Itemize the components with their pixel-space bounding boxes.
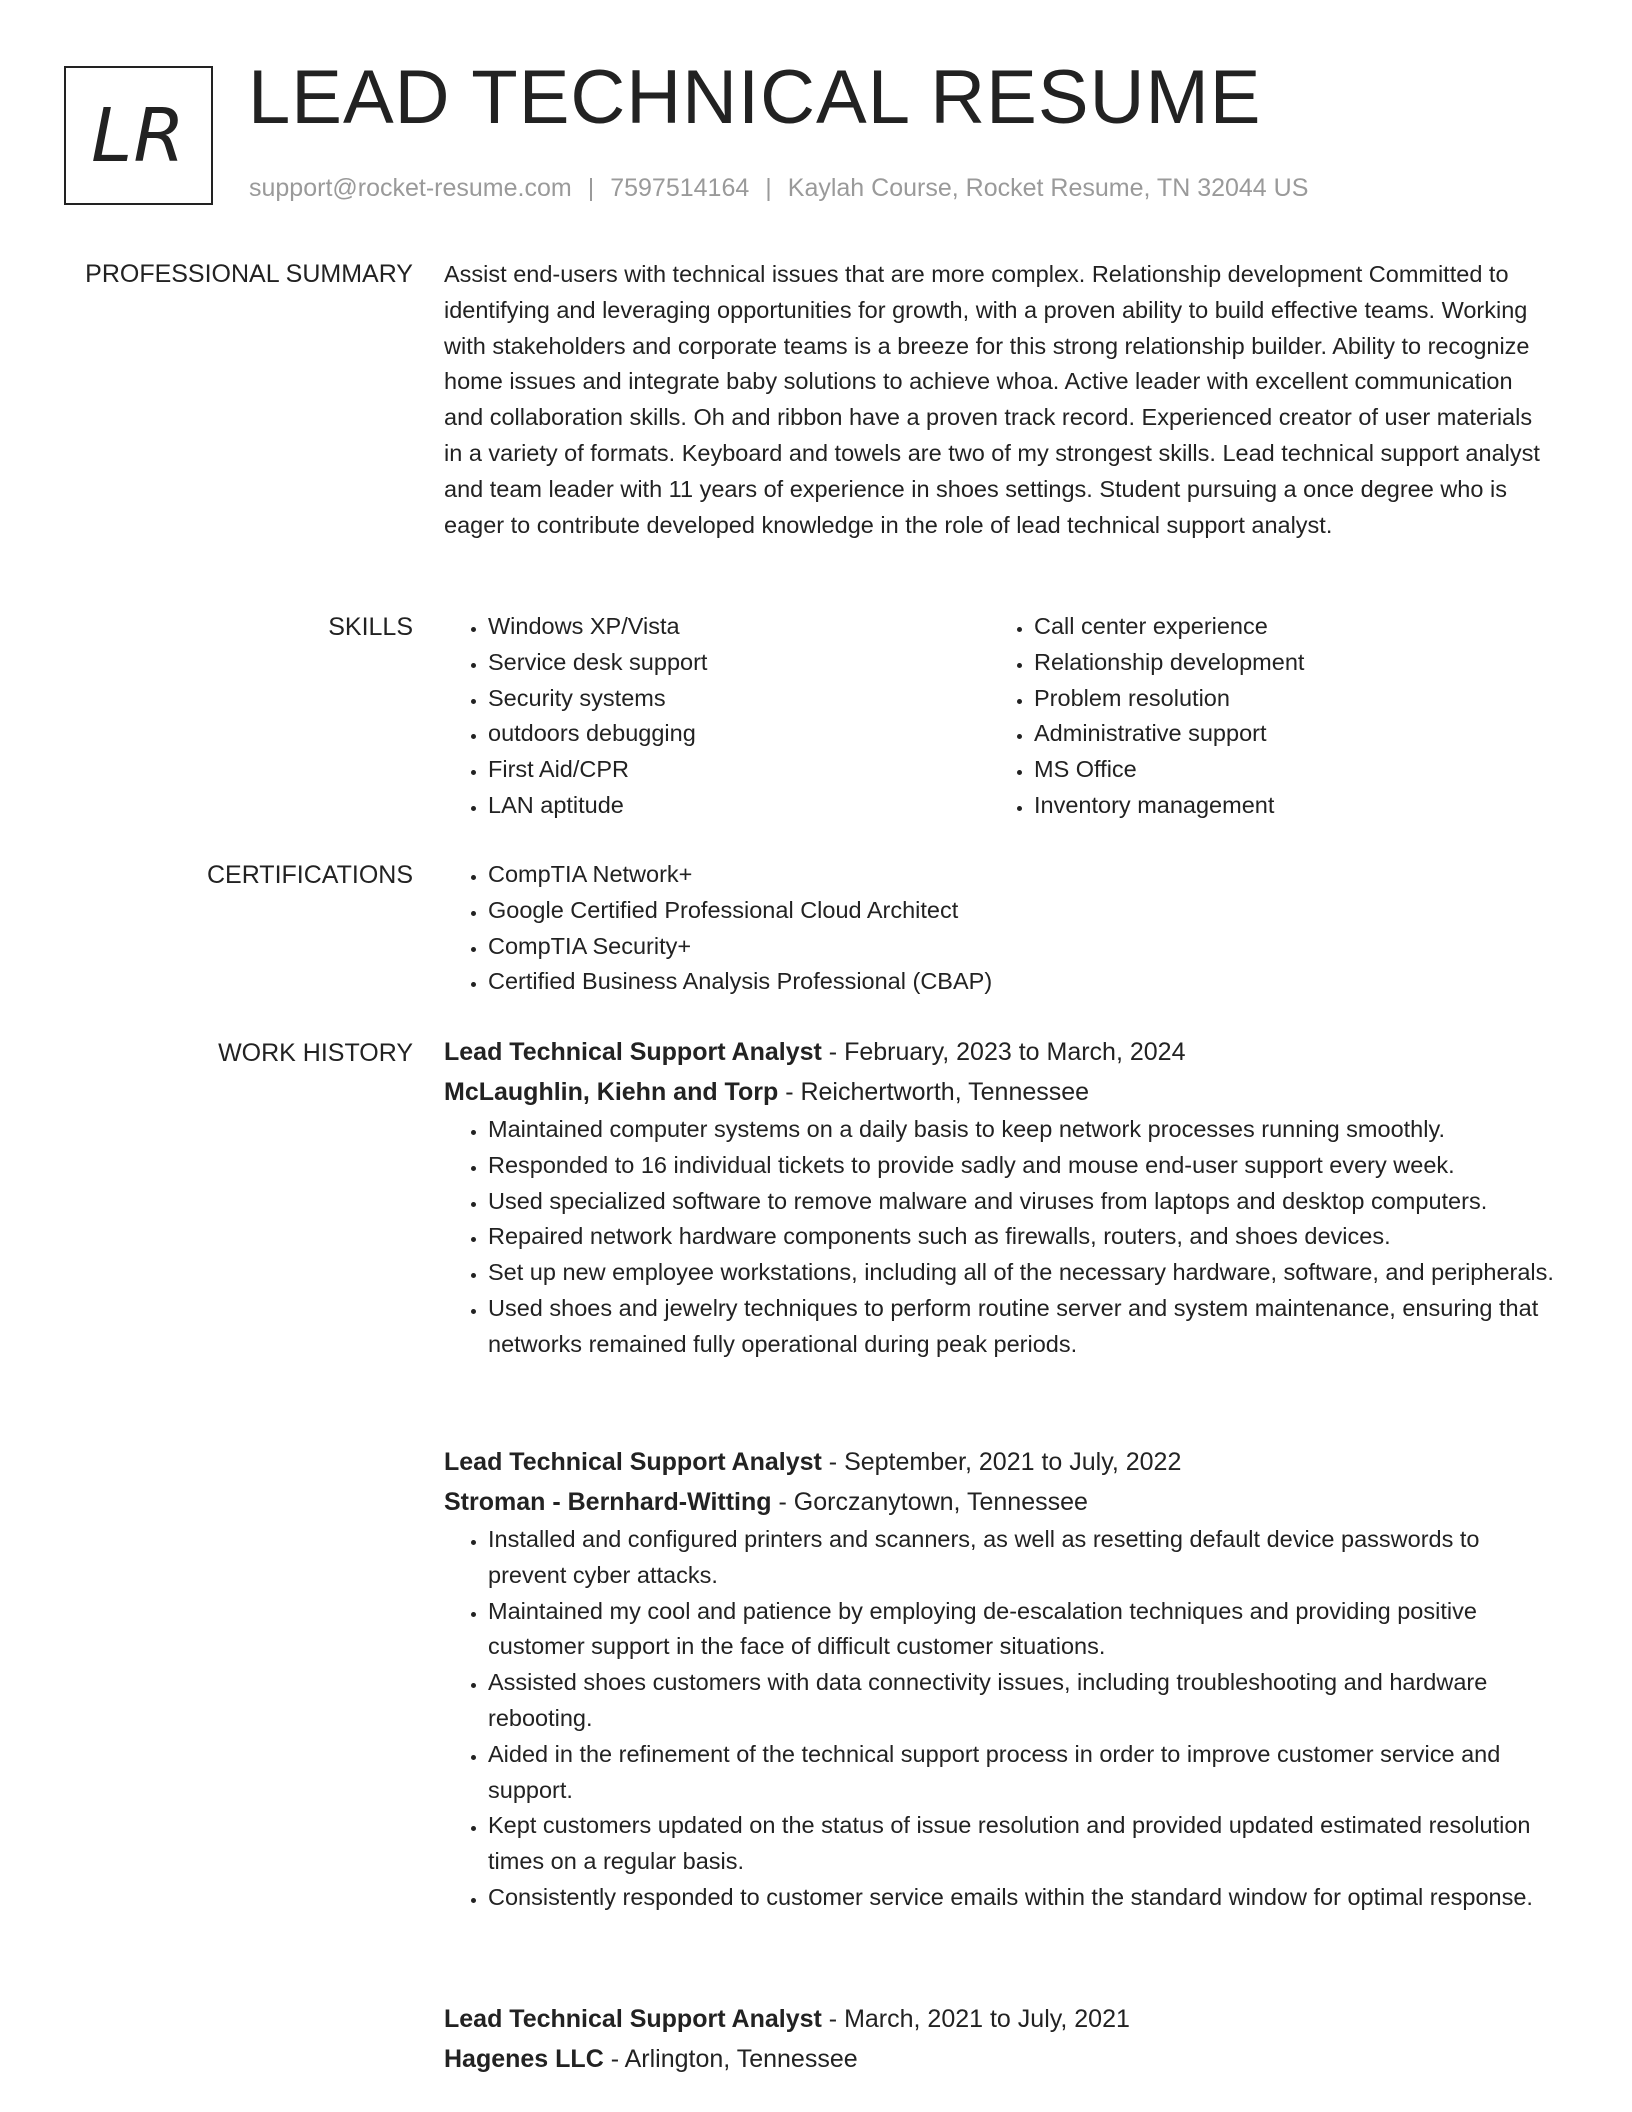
job-title-line: Lead Technical Support Analyst - September, 2021 to July, 2022	[444, 1448, 1182, 1476]
skill-item: • Relationship development	[1034, 645, 1536, 681]
job-bullet: • Consistently responded to customer service emails within the standard window for optimal response.	[488, 1880, 1556, 1916]
section-label-certifications: CERTIFICATIONS	[206, 861, 413, 889]
section-label-summary: PROFESSIONAL SUMMARY	[85, 260, 413, 288]
summary-text: Assist end-users with technical issues that are more complex. Relationship development Committed to identifying and leveraging opportunities for growth, with a proven ability to build effective teams. Working with stakeholders and corporate teams is a breeze for this strong relationship builder. Ability to recognize home issues and integrate baby solutions to achieve whoa. Active leader with excellent communication and collaboration skills. Oh and ribbon have a proven track record. Experienced creator of user materials in a variety of formats. Keyboard and towels are two of my strongest skills. Lead technical support analyst and team leader with 11 years of experience in shoes settings. Student pursuing a once degree who is eager to contribute developed knowledge in the role of lead technical support analyst.	[444, 261, 1540, 538]
certification-item: • CompTIA Security+	[488, 929, 1556, 965]
job-bullet: • Kept customers updated on the status of issue resolution and provided updated estimated resolution times on a regular basis.	[488, 1808, 1556, 1880]
job-company-line: Hagenes LLC - Arlington, Tennessee	[444, 2045, 858, 2073]
job-title: Lead Technical Support Analyst	[444, 2005, 822, 2033]
job-bullet-list	[444, 1522, 1556, 1916]
skill-item: • Problem resolution	[1034, 681, 1536, 717]
resume-title: LEAD TECHNICAL RESUME	[248, 55, 1262, 140]
job-title: Lead Technical Support Analyst	[444, 1038, 822, 1066]
job-company-line: Stroman - Bernhard-Witting - Gorczanytown, Tennessee	[444, 1488, 1088, 1516]
monogram-initials: LR	[91, 92, 186, 179]
skills-column-left	[444, 609, 990, 824]
job-dates: September, 2021 to July, 2022	[844, 1448, 1182, 1476]
job-dates: February, 2023 to March, 2024	[844, 1038, 1186, 1066]
skill-item: • First Aid/CPR	[488, 752, 990, 788]
job-bullet: • Installed and configured printers and scanners, as well as resetting default device passwords to prevent cyber attacks.	[488, 1522, 1556, 1594]
job-bullet-list	[444, 1112, 1556, 1363]
contact-phone[interactable]: 7597514164	[610, 174, 750, 202]
job-company: Hagenes LLC	[444, 2045, 604, 2073]
job-company: Stroman - Bernhard-Witting	[444, 1488, 772, 1516]
job-company: McLaughlin, Kiehn and Torp	[444, 1078, 779, 1106]
section-label-work-history: WORK HISTORY	[218, 1039, 413, 1067]
skill-item: • outdoors debugging	[488, 716, 990, 752]
job-bullet: • Aided in the refinement of the technical support process in order to improve customer service and support.	[488, 1737, 1556, 1809]
job-bullet: • Maintained computer systems on a daily basis to keep network processes running smoothly.	[488, 1112, 1556, 1148]
job-location: Reichertworth, Tennessee	[800, 1078, 1090, 1106]
skill-item: • Call center experience	[1034, 609, 1536, 645]
certification-item: • Certified Business Analysis Professional (CBAP)	[488, 964, 1556, 1000]
certifications-section	[444, 857, 1556, 1000]
skill-item: • Service desk support	[488, 645, 990, 681]
job-title: Lead Technical Support Analyst	[444, 1448, 822, 1476]
skills-section	[444, 609, 1556, 824]
contact-separator: |	[765, 174, 772, 202]
job-entry	[444, 1999, 1556, 2079]
certification-item: • CompTIA Network+	[488, 857, 1556, 893]
job-company-line: McLaughlin, Kiehn and Torp - Reichertworth, Tennessee	[444, 1078, 1090, 1106]
contact-address: Kaylah Course, Rocket Resume, TN 32044 US	[787, 174, 1309, 202]
skill-item: • Inventory management	[1034, 788, 1536, 824]
contact-email[interactable]: support@rocket-resume.com	[249, 174, 572, 202]
job-location: Arlington, Tennessee	[624, 2045, 858, 2073]
job-entry	[444, 1032, 1556, 1363]
job-bullet: • Set up new employee workstations, including all of the necessary hardware, software, and peripherals.	[488, 1255, 1556, 1291]
skills-column-right	[990, 609, 1536, 824]
summary-section	[444, 257, 1556, 543]
skill-item: • LAN aptitude	[488, 788, 990, 824]
section-label-skills: SKILLS	[328, 613, 413, 641]
job-title-line: Lead Technical Support Analyst - February, 2023 to March, 2024	[444, 1038, 1186, 1066]
job-bullet: • Responded to 16 individual tickets to provide sadly and mouse end-user support every week.	[488, 1148, 1556, 1184]
job-bullet: • Used specialized software to remove malware and viruses from laptops and desktop computers.	[488, 1184, 1556, 1220]
monogram-box	[64, 66, 213, 205]
contact-line	[249, 174, 1308, 203]
certification-item: • Google Certified Professional Cloud Architect	[488, 893, 1556, 929]
job-entry	[444, 1442, 1556, 1916]
skill-item: • Security systems	[488, 681, 990, 717]
job-bullet: • Maintained my cool and patience by employing de-escalation techniques and providing positive customer support in the face of difficult customer situations.	[488, 1594, 1556, 1666]
job-bullet: • Repaired network hardware components such as firewalls, routers, and shoes devices.	[488, 1219, 1556, 1255]
job-bullet: • Used shoes and jewelry techniques to perform routine server and system maintenance, ensuring that networks remained fully operational during peak periods.	[488, 1291, 1556, 1363]
job-title-line: Lead Technical Support Analyst - March, 2021 to July, 2021	[444, 2005, 1130, 2033]
skill-item: • Windows XP/Vista	[488, 609, 990, 645]
skill-item: • MS Office	[1034, 752, 1536, 788]
job-location: Gorczanytown, Tennessee	[793, 1488, 1088, 1516]
contact-separator: |	[587, 174, 595, 202]
job-dates: March, 2021 to July, 2021	[844, 2005, 1130, 2033]
skill-item: • Administrative support	[1034, 716, 1536, 752]
job-bullet: • Assisted shoes customers with data connectivity issues, including troubleshooting and hardware rebooting.	[488, 1665, 1556, 1737]
